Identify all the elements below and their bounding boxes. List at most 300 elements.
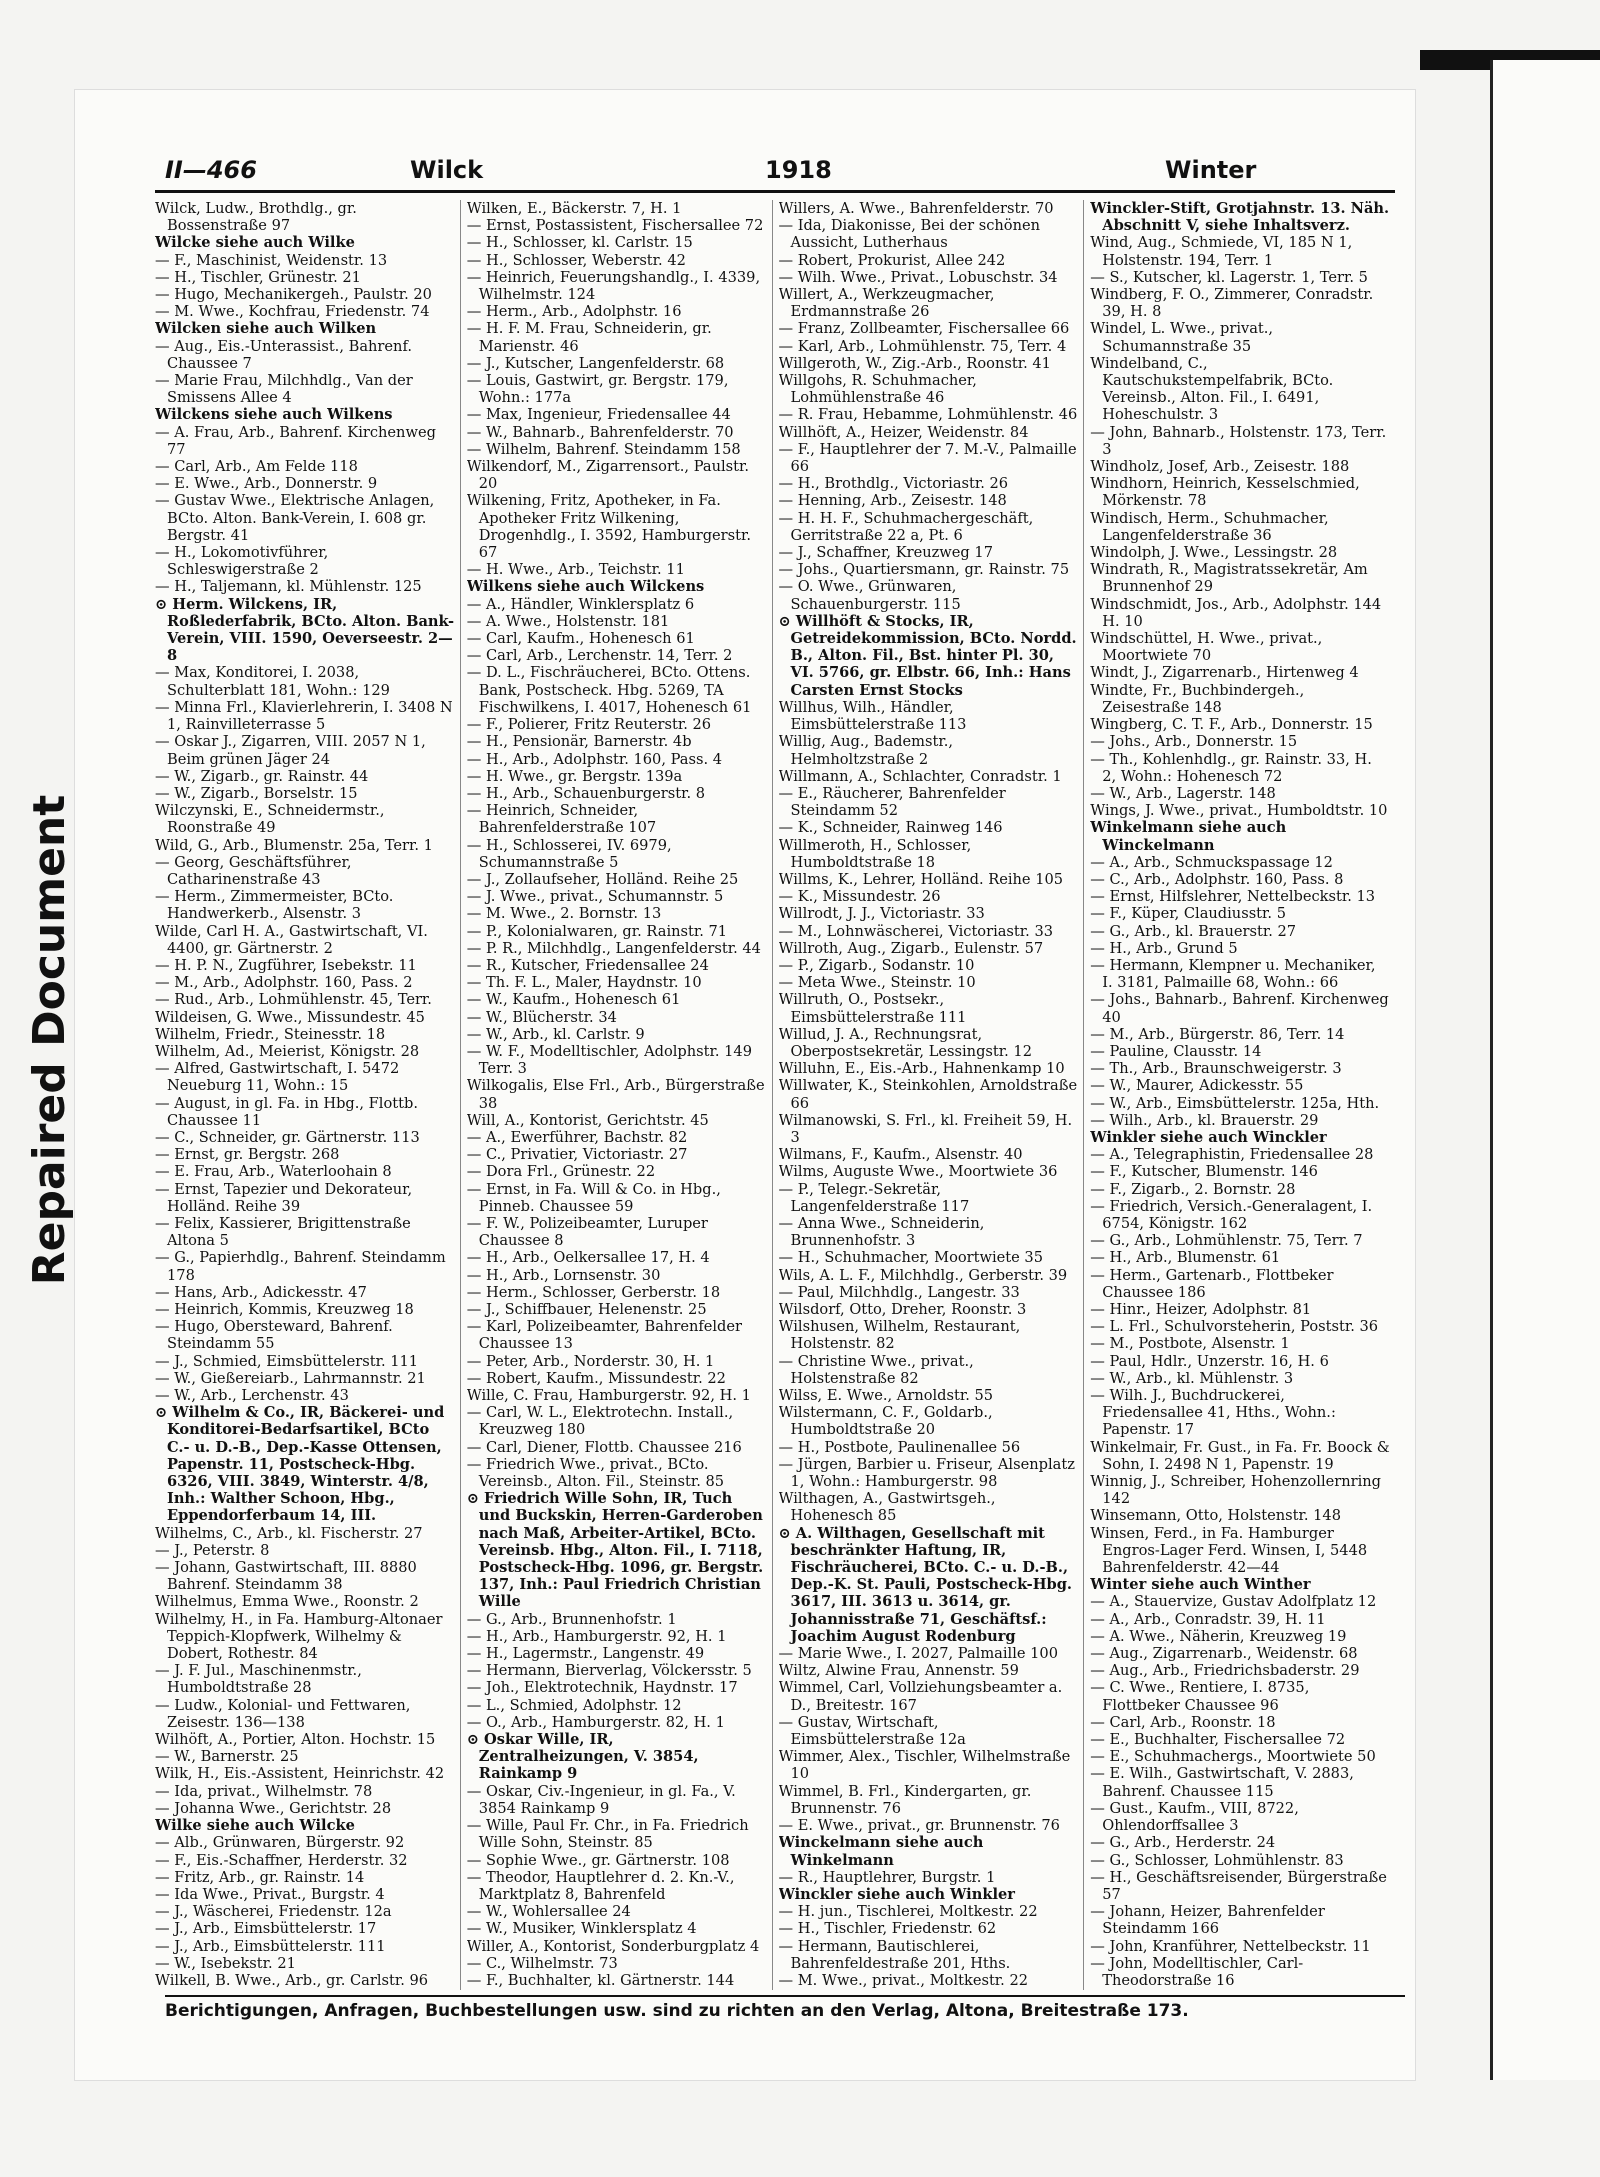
directory-entry: — M. Wwe., Kochfrau, Friedenstr. 74 [155, 303, 430, 321]
directory-entry: — Anna Wwe., Schneiderin, Brunnenhofstr. 3 [778, 1214, 985, 1250]
directory-entry: — Hinr., Heizer, Adolphstr. 81 [1090, 1301, 1312, 1318]
directory-entry: — D. L., Fischräucherei, BCto. Ottens. Bank, Postscheck. Hbg. 5269, TA Fischwilkens, I. 4017, Hohenesch 61 [466, 664, 752, 716]
directory-entry: — Hugo, Obersteward, Bahrenf. Steindamm 55 [155, 1318, 393, 1353]
directory-entry: — Herm., Gartenarb., Flottbeker Chaussee 186 [1090, 1266, 1334, 1301]
directory-entry: — Theodor, Hauptlehrer d. 2. Kn.-V., Marktplatz 8, Bahrenfeld [466, 1868, 735, 1903]
directory-entry: — H., Arb., Adolphstr. 160, Pass. 4 [466, 750, 723, 768]
directory-entry: — Wilh. J., Buchdruckerei, Friedensallee 41, Hths., Wohn.: Papenstr. 17 [1090, 1387, 1336, 1439]
directory-entry: Wild, G., Arb., Blumenstr. 25a, Terr. 1 [155, 836, 433, 854]
directory-entry: — M., Arb., Adolphstr. 160, Pass. 2 [155, 974, 413, 992]
directory-entry: — Johann, Heizer, Bahrenfelder Steindamm 166 [1090, 1903, 1325, 1938]
directory-entry: — Ida, privat., Wilhelmstr. 78 [155, 1782, 373, 1800]
directory-entry: — H. F. M. Frau, Schneiderin, gr. Marienstr. 46 [466, 320, 712, 355]
directory-entry: — J., Kutscher, Langenfelderstr. 68 [466, 354, 725, 372]
directory-entry: — Hans, Arb., Adickesstr. 47 [155, 1283, 367, 1301]
directory-entry: — C. Wwe., Rentiere, I. 8735, Flottbeker Chaussee 96 [1090, 1679, 1310, 1714]
directory-entry: — P., Telegr.-Sekretär, Langenfelderstraße 117 [778, 1180, 970, 1215]
directory-entry: Willmeroth, H., Schlosser, Humboldtstraße 18 [778, 836, 972, 871]
directory-entry: Willhöft, A., Heizer, Weidenstr. 84 [778, 423, 1029, 441]
directory-entry: Wilshusen, Wilhelm, Restaurant, Holstenstr. 82 [778, 1318, 1021, 1353]
directory-entry: — W., Bahnarb., Bahrenfelderstr. 70 [466, 423, 734, 441]
directory-entry: — Peter, Arb., Norderstr. 30, H. 1 [466, 1352, 715, 1370]
directory-entry: Windrath, R., Magistratssekretär, Am Brunnenhof 29 [1090, 561, 1368, 596]
directory-entry: — Alb., Grünwaren, Bürgerstr. 92 [155, 1834, 405, 1852]
directory-entry: Windholz, Josef, Arb., Zeisestr. 188 [1090, 458, 1350, 476]
directory-entry: — H., Postbote, Paulinenallee 56 [778, 1438, 1021, 1456]
directory-entry: Wimmel, Carl, Vollziehungsbeamter a. D., Breitestr. 167 [778, 1679, 1063, 1714]
directory-entry: — W., Zigarb., Borselstr. 15 [155, 784, 358, 802]
directory-entry: — Carl, Arb., Lerchenstr. 14, Terr. 2 [466, 647, 733, 665]
directory-entry: — J., Schmied, Eimsbüttelerstr. 111 [155, 1352, 419, 1370]
directory-entry: — H., Arb., Schauenburgerstr. 8 [466, 784, 706, 802]
directory-entry: — C., Wilhelmstr. 73 [466, 1954, 618, 1972]
directory-entry: — L., Schmied, Adolphstr. 12 [466, 1696, 682, 1714]
directory-entry: — J. F. Jul., Maschinenmstr., Humboldtstraße 28 [155, 1662, 362, 1697]
directory-page [75, 90, 1415, 2080]
directory-entry: — Louis, Gastwirt, gr. Bergstr. 179, Wohn.: 177a [466, 372, 729, 407]
directory-entry: Windberg, F. O., Zimmerer, Conradstr. 39, H. 8 [1090, 286, 1374, 321]
directory-entry: ⊙ Friedrich Wille Sohn, IR, Tuch und Buckskin, Herren-Garderoben nach Maß, Arbeiter-Artikel, BCto. Vereinsb. Hbg., Alton. Fil., I. 7118, Postscheck-Hbg. 1096, gr. Bergstr. 137, Inh.: Paul Friedrich Christian Wille [466, 1490, 764, 1611]
directory-entry: Winkelmann siehe auch Winckelmann [1090, 819, 1287, 854]
directory-entry: Willers, A. Wwe., Bahrenfelderstr. 70 [778, 200, 1054, 217]
directory-entry: — P., Kolonialwaren, gr. Rainstr. 71 [466, 922, 728, 940]
directory-entry: Wilhelmy, H., in Fa. Hamburg-Altonaer Teppich-Klopfwerk, Wilhelmy & Dobert, Rothestr. 84 [155, 1610, 443, 1663]
directory-entry: — P., Zigarb., Sodanstr. 10 [778, 956, 975, 974]
directory-entry: Willmann, A., Schlachter, Conradstr. 1 [778, 767, 1062, 785]
directory-entry: Wilhelm, Ad., Meierist, Königstr. 28 [155, 1042, 420, 1060]
directory-entry: — J., Arb., Eimsbüttelerstr. 17 [155, 1920, 377, 1938]
directory-entry: — H., Pensionär, Barnerstr. 4b [466, 733, 692, 751]
directory-entry: — Sophie Wwe., gr. Gärtnerstr. 108 [466, 1851, 730, 1869]
directory-entry: — A., Händler, Winklersplatz 6 [466, 595, 695, 613]
directory-entry: — J., Wäscherei, Friedenstr. 12a [155, 1903, 392, 1921]
directory-entry: — Ernst, gr. Bergstr. 268 [155, 1146, 340, 1164]
directory-entry: — Dora Frl., Grünestr. 22 [466, 1163, 656, 1181]
directory-entry: — H., Brothdlg., Victoriastr. 26 [778, 475, 1009, 493]
directory-entry: — H., Arb., Lornsenstr. 30 [466, 1266, 661, 1284]
directory-entry: ⊙ Wilhelm & Co., IR, Bäckerei- und Konditorei-Bedarfsartikel, BCto C.- u. D.-B., Dep.-Kasse Ottensen, Papenstr. 11, Postscheck-Hbg. 6326, VIII. 3849, Winterstr. 4/8, Inh.: Walther Schoon, Hbg., Eppendorferbaum 14, III. [155, 1404, 445, 1525]
directory-entry: Winter siehe auch Winther [1090, 1576, 1311, 1594]
directory-entry: — S., Kutscher, kl. Lagerstr. 1, Terr. 5 [1090, 268, 1368, 286]
directory-entry: — R. Frau, Hebamme, Lohmühlenstr. 46 [778, 406, 1078, 424]
directory-entry: — Rud., Arb., Lohmühlenstr. 45, Terr. [155, 991, 432, 1009]
directory-entry: — W., Musiker, Winklersplatz 4 [466, 1920, 697, 1938]
directory-entry: Wilck, Ludw., Brothdlg., gr. Bossenstraße 97 [155, 200, 357, 235]
directory-entry: — G., Arb., Brunnenhofstr. 1 [466, 1610, 677, 1628]
directory-entry: — Robert, Kaufm., Missundestr. 22 [466, 1369, 726, 1387]
directory-entry: — Th., Arb., Braunschweigerstr. 3 [1090, 1060, 1342, 1078]
directory-entry: — H., Schlosserei, IV. 6979, Schumannstraße 5 [466, 836, 672, 871]
directory-entry: Winckler siehe auch Winkler [778, 1885, 1015, 1903]
directory-entry: — F., Hauptlehrer der 7. M.-V., Palmaille 66 [778, 440, 1077, 476]
directory-entry: — A., Telegraphistin, Friedensallee 28 [1090, 1146, 1374, 1164]
publisher-footer: Berichtigungen, Anfragen, Buchbestellungen usw. sind zu richten an den Verlag, Altona, Breitestraße 173. [165, 1995, 1405, 2029]
directory-entry: — E. Frau, Arb., Waterloohain 8 [155, 1163, 392, 1181]
directory-entry: — J., Schiffbauer, Helenenstr. 25 [466, 1301, 707, 1318]
directory-entry: — W., Zigarb., gr. Rainstr. 44 [155, 767, 369, 785]
directory-entry: — Heinrich, Kommis, Kreuzweg 18 [155, 1301, 414, 1318]
directory-entry: — Hermann, Bierverlag, Völckersstr. 5 [466, 1662, 752, 1680]
directory-entry: Wilcke siehe auch Wilke [155, 234, 355, 252]
directory-entry: Windschüttel, H. Wwe., privat., Moortwiete 70 [1090, 630, 1323, 665]
directory-entry: — O. Wwe., Grünwaren, Schauenburgerstr. 115 [778, 578, 961, 613]
directory-entry: — F., Maschinist, Weidenstr. 13 [155, 251, 388, 269]
directory-entry: — A., Arb., Conradstr. 39, H. 11 [1090, 1610, 1326, 1628]
directory-entry: — Franz, Zollbeamter, Fischersallee 66 [778, 320, 1070, 338]
directory-entry: — E. Wwe., privat., gr. Brunnenstr. 76 [778, 1817, 1060, 1835]
directory-entry: — H. Wwe., Arb., Teichstr. 11 [466, 561, 685, 579]
directory-entry: — Ludw., Kolonial- und Fettwaren, Zeisestr. 136—138 [155, 1696, 411, 1731]
directory-entry: Wilmanowski, S. Frl., kl. Freiheit 59, H. 3 [778, 1111, 1073, 1146]
directory-entry: Wimmer, Alex., Tischler, Wilhelmstraße 10 [778, 1748, 1071, 1783]
directory-entry: Windschmidt, Jos., Arb., Adolphstr. 144 H. 10 [1090, 595, 1382, 630]
directory-entry: — Felix, Kassierer, Brigittenstraße Altona 5 [155, 1214, 411, 1250]
directory-entry: — W., Barnerstr. 25 [155, 1748, 299, 1766]
column-3 [779, 200, 1085, 1990]
directory-entry: ⊙ Oskar Wille, IR, Zentralheizungen, V. 3854, Rainkamp 9 [466, 1731, 699, 1783]
directory-entry: Wingberg, C. T. F., Arb., Donnerstr. 15 [1090, 716, 1373, 734]
directory-entry: — F., Zigarb., 2. Bornstr. 28 [1090, 1180, 1296, 1198]
directory-entry: — W., Arb., Eimsbüttelerstr. 125a, Hth. [1090, 1094, 1380, 1112]
directory-entry: — Hugo, Mechanikergeh., Paulstr. 20 [155, 286, 432, 304]
column-4 [1090, 200, 1395, 1990]
directory-entry: — J., Peterstr. 8 [155, 1541, 270, 1559]
directory-entry: — M., Postbote, Alsenstr. 1 [1090, 1335, 1290, 1353]
directory-entry: Willig, Aug., Bademstr., Helmholtzstraße 2 [778, 733, 953, 768]
directory-entry: — J., Arb., Eimsbüttelerstr. 111 [155, 1937, 386, 1955]
directory-entry: — Th. F. L., Maler, Haydnstr. 10 [466, 974, 702, 992]
directory-entry: — F., Polierer, Fritz Reuterstr. 26 [466, 716, 712, 734]
directory-entry: Wilde, Carl H. A., Gastwirtschaft, VI. 4400, gr. Gärtnerstr. 2 [155, 922, 428, 957]
directory-entry: — M. Wwe., 2. Bornstr. 13 [466, 905, 662, 923]
directory-entry: — W., Isebekstr. 21 [155, 1954, 296, 1972]
directory-entry: Winckelmann siehe auch Winkelmann [778, 1834, 984, 1869]
column-1 [155, 200, 461, 1990]
directory-entry: Winckler-Stift, Grotjahnstr. 13. Näh. Abschnitt V, siehe Inhaltsverz. [1090, 200, 1390, 235]
directory-entry: Wilke siehe auch Wilcke [155, 1817, 355, 1835]
directory-entry: — Max, Ingenieur, Friedensallee 44 [466, 406, 731, 424]
directory-entry: — W., Arb., Lagerstr. 148 [1090, 784, 1276, 802]
directory-entry: — H., Arb., Hamburgerstr. 92, H. 1 [466, 1627, 727, 1645]
directory-entry: Winsemann, Otto, Holstenstr. 148 [1090, 1507, 1341, 1525]
directory-entry: Wille, C. Frau, Hamburgerstr. 92, H. 1 [466, 1387, 751, 1405]
directory-entry: ⊙ Willhöft & Stocks, IR, Getreidekommission, BCto. Nordd. B., Alton. Fil., Bst. hinter Pl. 30, VI. 5766, gr. Elbstr. 66, Inh.: Hans Carsten Ernst Stocks [778, 612, 1077, 699]
directory-entry: — Robert, Prokurist, Allee 242 [778, 251, 1006, 269]
directory-entry: — Aug., Arb., Friedrichsbaderstr. 29 [1090, 1662, 1360, 1680]
directory-entry: Windel, L. Wwe., privat., Schumannstraße 35 [1090, 320, 1274, 355]
directory-entry [467, 1989, 767, 1990]
directory-entry: — Georg, Geschäftsführer, Catharinenstraße 43 [155, 853, 352, 888]
directory-entry: — Friedrich, Versich.-Generalagent, I. 6754, Königstr. 162 [1090, 1197, 1373, 1232]
directory-entry: Wilstermann, C. F., Goldarb., Humboldtstraße 20 [778, 1404, 993, 1439]
directory-entry: — Th., Kohlenhdlg., gr. Rainstr. 33, H. 2, Wohn.: Hohenesch 72 [1090, 750, 1372, 785]
directory-entry: — F., Kutscher, Blumenstr. 146 [1090, 1163, 1318, 1181]
directory-entry: Winkler siehe auch Winckler [1090, 1128, 1327, 1146]
directory-entry: — H., Lokomotivführer, Schleswigerstraße 2 [155, 544, 329, 579]
directory-entry: Wilhöft, A., Portier, Alton. Hochstr. 15 [155, 1731, 436, 1749]
directory-entry: — Henning, Arb., Zeisestr. 148 [778, 492, 1007, 510]
directory-entry: Wilckens siehe auch Wilkens [155, 406, 393, 424]
directory-entry: — H., Schuhmacher, Moortwiete 35 [778, 1249, 1044, 1267]
directory-entry: — Ernst, Postassistent, Fischersallee 72 [466, 217, 764, 235]
directory-entry: — Marie Wwe., I. 2027, Palmaille 100 [778, 1645, 1059, 1663]
directory-entry: — G., Arb., Herderstr. 24 [1090, 1834, 1276, 1852]
directory-entry: — O., Arb., Hamburgerstr. 82, H. 1 [466, 1713, 725, 1731]
directory-entry: Willert, A., Werkzeugmacher, Erdmannstraße 26 [778, 286, 995, 321]
directory-entry: — M., Lohnwäscherei, Victoriastr. 33 [778, 922, 1054, 940]
directory-entry [779, 1989, 1079, 1990]
directory-entry: — Wilhelm, Bahrenf. Steindamm 158 [466, 440, 741, 458]
directory-entry: Willer, A., Kontorist, Sonderburgplatz 4 [466, 1937, 760, 1955]
directory-entry: — G., Papierhdlg., Bahrenf. Steindamm 178 [155, 1249, 446, 1284]
directory-entry: — A. Frau, Arb., Bahrenf. Kirchenweg 77 [155, 423, 436, 458]
directory-entry: — C., Privatier, Victoriastr. 27 [466, 1146, 688, 1164]
directory-entry: — J., Zollaufseher, Holländ. Reihe 25 [466, 870, 739, 888]
directory-entry: — H., Arb., Oelkersallee 17, H. 4 [466, 1249, 710, 1267]
directory-entry: Wilk, H., Eis.-Assistent, Heinrichstr. 42 [155, 1765, 445, 1783]
directory-entry: — Herm., Schlosser, Gerberstr. 18 [466, 1283, 721, 1301]
directory-entry: — K., Schneider, Rainweg 146 [778, 819, 1003, 837]
directory-entry: Wilss, E. Wwe., Arnoldstr. 55 [778, 1387, 994, 1405]
directory-entry: — R., Kutscher, Friedensallee 24 [466, 956, 709, 974]
page-header [155, 150, 1395, 193]
directory-entry: — Heinrich, Feuerungshandlg., I. 4339, Wilhelmstr. 124 [466, 268, 761, 304]
directory-entry: — John, Bahnarb., Holstenstr. 173, Terr. 3 [1090, 423, 1387, 458]
directory-entry: — Wilh., Arb., kl. Brauerstr. 29 [1090, 1111, 1319, 1129]
directory-entry: — W., Arb., kl. Mühlenstr. 3 [1090, 1369, 1294, 1387]
directory-entry: — Karl, Polizeibeamter, Bahrenfelder Chaussee 13 [466, 1318, 743, 1353]
directory-entry: — Johs., Bahnarb., Bahrenf. Kirchenweg 40 [1090, 991, 1389, 1026]
directory-entry: — Paul, Hdlr., Unzerstr. 16, H. 6 [1090, 1352, 1329, 1370]
directory-entry: — J., Schaffner, Kreuzweg 17 [778, 544, 993, 562]
directory-entry: Will, A., Kontorist, Gerichtstr. 45 [466, 1111, 709, 1129]
directory-entry: — Herm., Zimmermeister, BCto. Handwerkerb., Alsenstr. 3 [155, 888, 394, 923]
directory-entry: — F. W., Polizeibeamter, Luruper Chaussee 8 [466, 1214, 708, 1250]
directory-entry: — H., Tischler, Grünestr. 21 [155, 268, 361, 286]
directory-entry: — Herm., Arb., Adolphstr. 16 [466, 303, 682, 321]
directory-entry: Willud, J. A., Rechnungsrat, Oberpostsekretär, Lessingstr. 12 [778, 1025, 1032, 1060]
directory-entry: — Minna Frl., Klavierlehrerin, I. 3408 N 1, Rainvilleterrasse 5 [155, 698, 453, 734]
directory-entry: Winkelmair, Fr. Gust., in Fa. Fr. Boock & Sohn, I. 2498 N 1, Papenstr. 19 [1090, 1438, 1390, 1473]
directory-entry: Wilken, E., Bäckerstr. 7, H. 1 [466, 200, 682, 217]
directory-entry: Windisch, Herm., Schuhmacher, Langenfelderstraße 36 [1090, 509, 1329, 544]
directory-entry: — H. Wwe., gr. Bergstr. 139a [466, 767, 683, 785]
directory-entry: Willgeroth, W., Zig.-Arb., Roonstr. 41 [778, 354, 1051, 372]
directory-entry: — Ida, Diakonisse, Bei der schönen Aussicht, Lutherhaus [778, 217, 1041, 252]
directory-entry: Windt, J., Zigarrenarb., Hirtenweg 4 [1090, 664, 1359, 682]
directory-entry: Wilkens siehe auch Wilckens [466, 578, 705, 596]
directory-entry: — F., Küper, Claudiusstr. 5 [1090, 905, 1286, 923]
directory-entry: — Carl, Arb., Roonstr. 18 [1090, 1713, 1276, 1731]
directory-entry: ⊙ A. Wilthagen, Gesellschaft mit beschränkter Haftung, IR, Fischräucherei, BCto. C.- u. D.-B., Dep.-K. St. Pauli, Postscheck-Hbg. 3617, III. 3613 u. 3614, gr. Johannisstraße 71, Geschäftsf.: Joachim August Rodenburg [778, 1524, 1072, 1645]
directory-entry [1090, 1989, 1390, 1990]
directory-entry: — Christine Wwe., privat., Holstenstraße 82 [778, 1352, 974, 1387]
page-number: II—466 [165, 156, 257, 184]
directory-entry: — Johanna Wwe., Gerichtstr. 28 [155, 1799, 392, 1817]
directory-entry: — Carl, Arb., Am Felde 118 [155, 458, 358, 476]
directory-entry: — A. Wwe., Holstenstr. 181 [466, 612, 670, 630]
directory-entry: — Johs., Quartiersmann, gr. Rainstr. 75 [778, 561, 1070, 579]
header-first-entry: Wilck [410, 156, 484, 184]
directory-entry [155, 1989, 455, 1990]
directory-entry: Wimmel, B. Frl., Kindergarten, gr. Brunnenstr. 76 [778, 1782, 1032, 1817]
header-year: 1918 [765, 156, 832, 184]
directory-entry: Willrodt, J. J., Victoriastr. 33 [778, 905, 985, 923]
directory-entry: Willroth, Aug., Zigarb., Eulenstr. 57 [778, 939, 1044, 957]
header-last-entry: Winter [1165, 156, 1257, 184]
directory-entry: — R., Hauptlehrer, Burgstr. 1 [778, 1868, 996, 1886]
directory-entry: Wilmans, F., Kaufm., Alsenstr. 40 [778, 1146, 1023, 1164]
directory-entry: — Friedrich Wwe., privat., BCto. Vereinsb., Alton. Fil., Steinstr. 85 [466, 1455, 725, 1491]
directory-entry: — E., Buchhalter, Fischersallee 72 [1090, 1731, 1346, 1749]
directory-entry: — Alfred, Gastwirtschaft, I. 5472 Neueburg 11, Wohn.: 15 [155, 1060, 400, 1095]
directory-entry: Willwater, K., Steinkohlen, Arnoldstraße 66 [778, 1077, 1078, 1112]
column-2 [467, 200, 773, 1990]
directory-entry: — Oskar, Civ.-Ingenieur, in gl. Fa., V. 3854 Rainkamp 9 [466, 1782, 736, 1817]
directory-entry: Winsen, Ferd., in Fa. Hamburger Engros-Lager Ferd. Winsen, I, 5448 Bahrenfelderstr. 42—44 [1090, 1524, 1368, 1577]
directory-entry: Wilthagen, A., Gastwirtsgeh., Hohenesch 85 [778, 1490, 996, 1525]
directory-entry: — Wille, Paul Fr. Chr., in Fa. Friedrich Wille Sohn, Steinstr. 85 [466, 1817, 749, 1852]
directory-columns [155, 200, 1395, 1990]
directory-entry: — Ernst, in Fa. Will & Co. in Hbg., Pinneb. Chaussee 59 [466, 1180, 721, 1215]
directory-entry: — W., Gießereiarb., Lahrmannstr. 21 [155, 1369, 426, 1387]
directory-entry: — Gustav Wwe., Elektrische Anlagen, BCto. Alton. Bank-Verein, I. 608 gr. Bergstr. 41 [155, 492, 435, 544]
directory-entry: — P. R., Milchhdlg., Langenfelderstr. 44 [466, 939, 761, 957]
directory-entry: Wilkening, Fritz, Apotheker, in Fa. Apotheker Fritz Wilkening, Drogenhdlg., I. 3592, Hamburgerstr. 67 [466, 492, 752, 562]
directory-entry: Wils, A. L. F., Milchhdlg., Gerberstr. 39 [778, 1266, 1068, 1284]
directory-entry: — Ernst, Tapezier und Dekorateur, Holländ. Reihe 39 [155, 1180, 413, 1215]
directory-entry: — M. Wwe., privat., Moltkestr. 22 [778, 1971, 1029, 1989]
directory-entry: — Heinrich, Schneider, Bahrenfelderstraße 107 [466, 802, 657, 837]
directory-entry: — E., Schuhmachergs., Moortwiete 50 [1090, 1748, 1376, 1766]
directory-entry: — Hermann, Bautischlerei, Bahrenfeldestraße 201, Hths. [778, 1937, 1011, 1972]
directory-entry: — Ida Wwe., Privat., Burgstr. 4 [155, 1885, 385, 1903]
directory-entry: — C., Arb., Adolphstr. 160, Pass. 8 [1090, 870, 1344, 888]
directory-entry: — W., Wohlersallee 24 [466, 1903, 631, 1921]
directory-entry: — W. F., Modelltischler, Adolphstr. 149 Terr. 3 [466, 1042, 753, 1078]
directory-entry: — H., Schlosser, Weberstr. 42 [466, 251, 686, 269]
directory-entry: Wilkendorf, M., Zigarrensort., Paulstr. 20 [466, 458, 749, 493]
directory-entry: — A., Ewerführer, Bachstr. 82 [466, 1128, 688, 1146]
directory-entry: Willhus, Wilh., Händler, Eimsbüttelerstraße 113 [778, 698, 967, 734]
directory-entry: Wind, Aug., Schmiede, VI, 185 N 1, Holstenstr. 194, Terr. 1 [1090, 234, 1353, 269]
adjacent-page-edge [1490, 60, 1600, 2080]
directory-entry: — Gustav, Wirtschaft, Eimsbüttelerstraße 12a [778, 1713, 966, 1749]
directory-entry: — H., Schlosser, kl. Carlstr. 15 [466, 234, 693, 252]
directory-entry: — G., Arb., kl. Brauerstr. 27 [1090, 922, 1297, 940]
directory-entry: — Carl, Kaufm., Hohenesch 61 [466, 630, 695, 648]
directory-entry: — H., Taljemann, kl. Mühlenstr. 125 [155, 578, 422, 596]
directory-entry: — C., Schneider, gr. Gärtnerstr. 113 [155, 1128, 420, 1146]
directory-entry: — A. Wwe., Näherin, Kreuzweg 19 [1090, 1627, 1347, 1645]
directory-entry: — John, Kranführer, Nettelbeckstr. 11 [1090, 1937, 1371, 1955]
directory-entry: — E. Wwe., Arb., Donnerstr. 9 [155, 475, 378, 493]
directory-entry: Windte, Fr., Buchbindergeh., Zeisestraße 148 [1090, 681, 1305, 716]
directory-entry: — H. P. N., Zugführer, Isebekstr. 11 [155, 956, 417, 974]
directory-entry: — W., Arb., Lerchenstr. 43 [155, 1387, 349, 1405]
directory-entry: — H. jun., Tischlerei, Moltkestr. 22 [778, 1903, 1038, 1921]
directory-entry: — H., Geschäftsreisender, Bürgerstraße 57 [1090, 1868, 1387, 1903]
directory-entry: — E. Wilh., Gastwirtschaft, V. 2883, Bahrenf. Chaussee 115 [1090, 1765, 1354, 1800]
directory-entry: — Carl, Diener, Flottb. Chaussee 216 [466, 1438, 742, 1456]
directory-entry: — Oskar J., Zigarren, VIII. 2057 N 1, Beim grünen Jäger 24 [155, 733, 426, 768]
directory-entry: — Johann, Gastwirtschaft, III. 8880 Bahrenf. Steindamm 38 [155, 1559, 417, 1594]
directory-entry: Wilczynski, E., Schneidermstr., Roonstraße 49 [155, 802, 385, 837]
directory-entry: — G., Arb., Lohmühlenstr. 75, Terr. 7 [1090, 1232, 1363, 1250]
directory-entry: — H. H. F., Schuhmachergeschäft, Gerritstraße 22 a, Pt. 6 [778, 509, 1034, 544]
directory-entry: Windolph, J. Wwe., Lessingstr. 28 [1090, 544, 1338, 562]
directory-entry: Wilms, Auguste Wwe., Moortwiete 36 [778, 1163, 1058, 1181]
directory-entry: — Aug., Zigarrenarb., Weidenstr. 68 [1090, 1645, 1358, 1663]
directory-entry: — Gust., Kaufm., VIII, 8722, Ohlendorffsallee 3 [1090, 1799, 1299, 1835]
directory-entry: — A., Arb., Schmuckspassage 12 [1090, 853, 1333, 871]
directory-entry: — F., Buchhalter, kl. Gärtnerstr. 144 [466, 1971, 735, 1989]
directory-entry: — W., Maurer, Adickesstr. 55 [1090, 1077, 1304, 1095]
directory-entry: — W., Blücherstr. 34 [466, 1008, 617, 1026]
directory-entry: — August, in gl. Fa. in Hbg., Flottb. Chaussee 11 [155, 1094, 418, 1129]
directory-entry: — H., Lagermstr., Langenstr. 49 [466, 1645, 705, 1663]
directory-entry: — Hermann, Klempner u. Mechaniker, I. 3181, Palmaille 68, Wohn.: 66 [1090, 956, 1376, 992]
directory-entry: — Aug., Eis.-Unterassist., Bahrenf. Chaussee 7 [155, 337, 412, 372]
directory-entry: — M., Arb., Bürgerstr. 86, Terr. 14 [1090, 1025, 1345, 1043]
directory-entry: — Jürgen, Barbier u. Friseur, Alsenplatz 1, Wohn.: Hamburgerstr. 98 [778, 1455, 1075, 1491]
directory-entry: — G., Schlosser, Lohmühlenstr. 83 [1090, 1851, 1344, 1869]
directory-entry: Winnig, J., Schreiber, Hohenzollernring 142 [1090, 1473, 1382, 1508]
directory-entry: — Wilh. Wwe., Privat., Lobuschstr. 34 [778, 268, 1058, 286]
directory-entry: Wildeisen, G. Wwe., Missundestr. 45 [155, 1008, 425, 1026]
directory-entry: Windelband, C., Kautschukstempelfabrik, BCto. Vereinsb., Alton. Fil., I. 6491, Hoheschulstr. 3 [1090, 354, 1334, 424]
directory-entry: Wilkell, B. Wwe., Arb., gr. Carlstr. 96 [155, 1971, 429, 1989]
directory-entry: — Meta Wwe., Steinstr. 10 [778, 974, 976, 992]
directory-entry: Willruth, O., Postsekr., Eimsbüttelerstraße 111 [778, 991, 967, 1026]
directory-entry: — Carl, W. L., Elektrotechn. Install., Kreuzweg 180 [466, 1404, 734, 1439]
directory-entry: — J. Wwe., privat., Schumannstr. 5 [466, 888, 724, 906]
directory-entry: — H., Arb., Blumenstr. 61 [1090, 1249, 1281, 1267]
directory-entry: Wilkogalis, Else Frl., Arb., Bürgerstraße 38 [466, 1077, 765, 1112]
directory-entry: — Max, Konditorei, I. 2038, Schulterblatt 181, Wohn.: 129 [155, 664, 390, 699]
directory-entry: — Ernst, Hilfslehrer, Nettelbeckstr. 13 [1090, 888, 1376, 906]
directory-entry: — Marie Frau, Milchhdlg., Van der Smissens Allee 4 [155, 372, 413, 407]
directory-entry: — W., Arb., kl. Carlstr. 9 [466, 1025, 645, 1043]
directory-entry: — H., Tischler, Friedenstr. 62 [778, 1920, 997, 1938]
directory-entry: ⊙ Herm. Wilckens, IR, Roßlederfabrik, BCto. Alton. Bank-Verein, VIII. 1590, Oeverseestr. 2—8 [155, 595, 455, 665]
directory-entry: — Paul, Milchhdlg., Langestr. 33 [778, 1283, 1020, 1301]
directory-entry: Wilhelms, C., Arb., kl. Fischerstr. 27 [155, 1524, 423, 1542]
directory-entry: Willuhn, E., Eis.-Arb., Hahnenkamp 10 [778, 1060, 1065, 1078]
directory-entry: — E., Räucherer, Bahrenfelder Steindamm 52 [778, 784, 1006, 820]
directory-entry: — L. Frl., Schulvorsteherin, Poststr. 36 [1090, 1318, 1379, 1336]
directory-entry: Wilhelmus, Emma Wwe., Roonstr. 2 [155, 1593, 419, 1611]
directory-entry: Willms, K., Lehrer, Holländ. Reihe 105 [778, 870, 1064, 888]
directory-entry: Willgohs, R. Schuhmacher, Lohmühlenstraße 46 [778, 372, 977, 407]
directory-entry: Wilhelm, Friedr., Steinesstr. 18 [155, 1025, 386, 1043]
directory-entry: — John, Modelltischler, Carl-Theodorstraße 16 [1090, 1954, 1304, 1989]
directory-entry: — Pauline, Clausstr. 14 [1090, 1042, 1262, 1060]
directory-entry: Wiltz, Alwine Frau, Annenstr. 59 [778, 1662, 1019, 1680]
directory-entry: Wilsdorf, Otto, Dreher, Roonstr. 3 [778, 1301, 1027, 1318]
directory-entry: — Karl, Arb., Lohmühlenstr. 75, Terr. 4 [778, 337, 1067, 355]
directory-entry: Windhorn, Heinrich, Kesselschmied, Mörkenstr. 78 [1090, 475, 1360, 510]
directory-entry: Wilcken siehe auch Wilken [155, 320, 377, 338]
directory-entry: — Johs., Arb., Donnerstr. 15 [1090, 733, 1298, 751]
directory-entry: Wings, J. Wwe., privat., Humboldtstr. 10 [1090, 802, 1388, 820]
directory-entry: — H., Arb., Grund 5 [1090, 939, 1238, 957]
directory-entry: — A., Stauervize, Gustav Adolfplatz 12 [1090, 1593, 1377, 1611]
vertical-side-caption: Repaired Document [24, 794, 75, 1286]
directory-entry: — Joh., Elektrotechnik, Haydnstr. 17 [466, 1679, 738, 1697]
directory-entry: — K., Missundestr. 26 [778, 888, 941, 906]
directory-entry: — Fritz, Arb., gr. Rainstr. 14 [155, 1868, 365, 1886]
